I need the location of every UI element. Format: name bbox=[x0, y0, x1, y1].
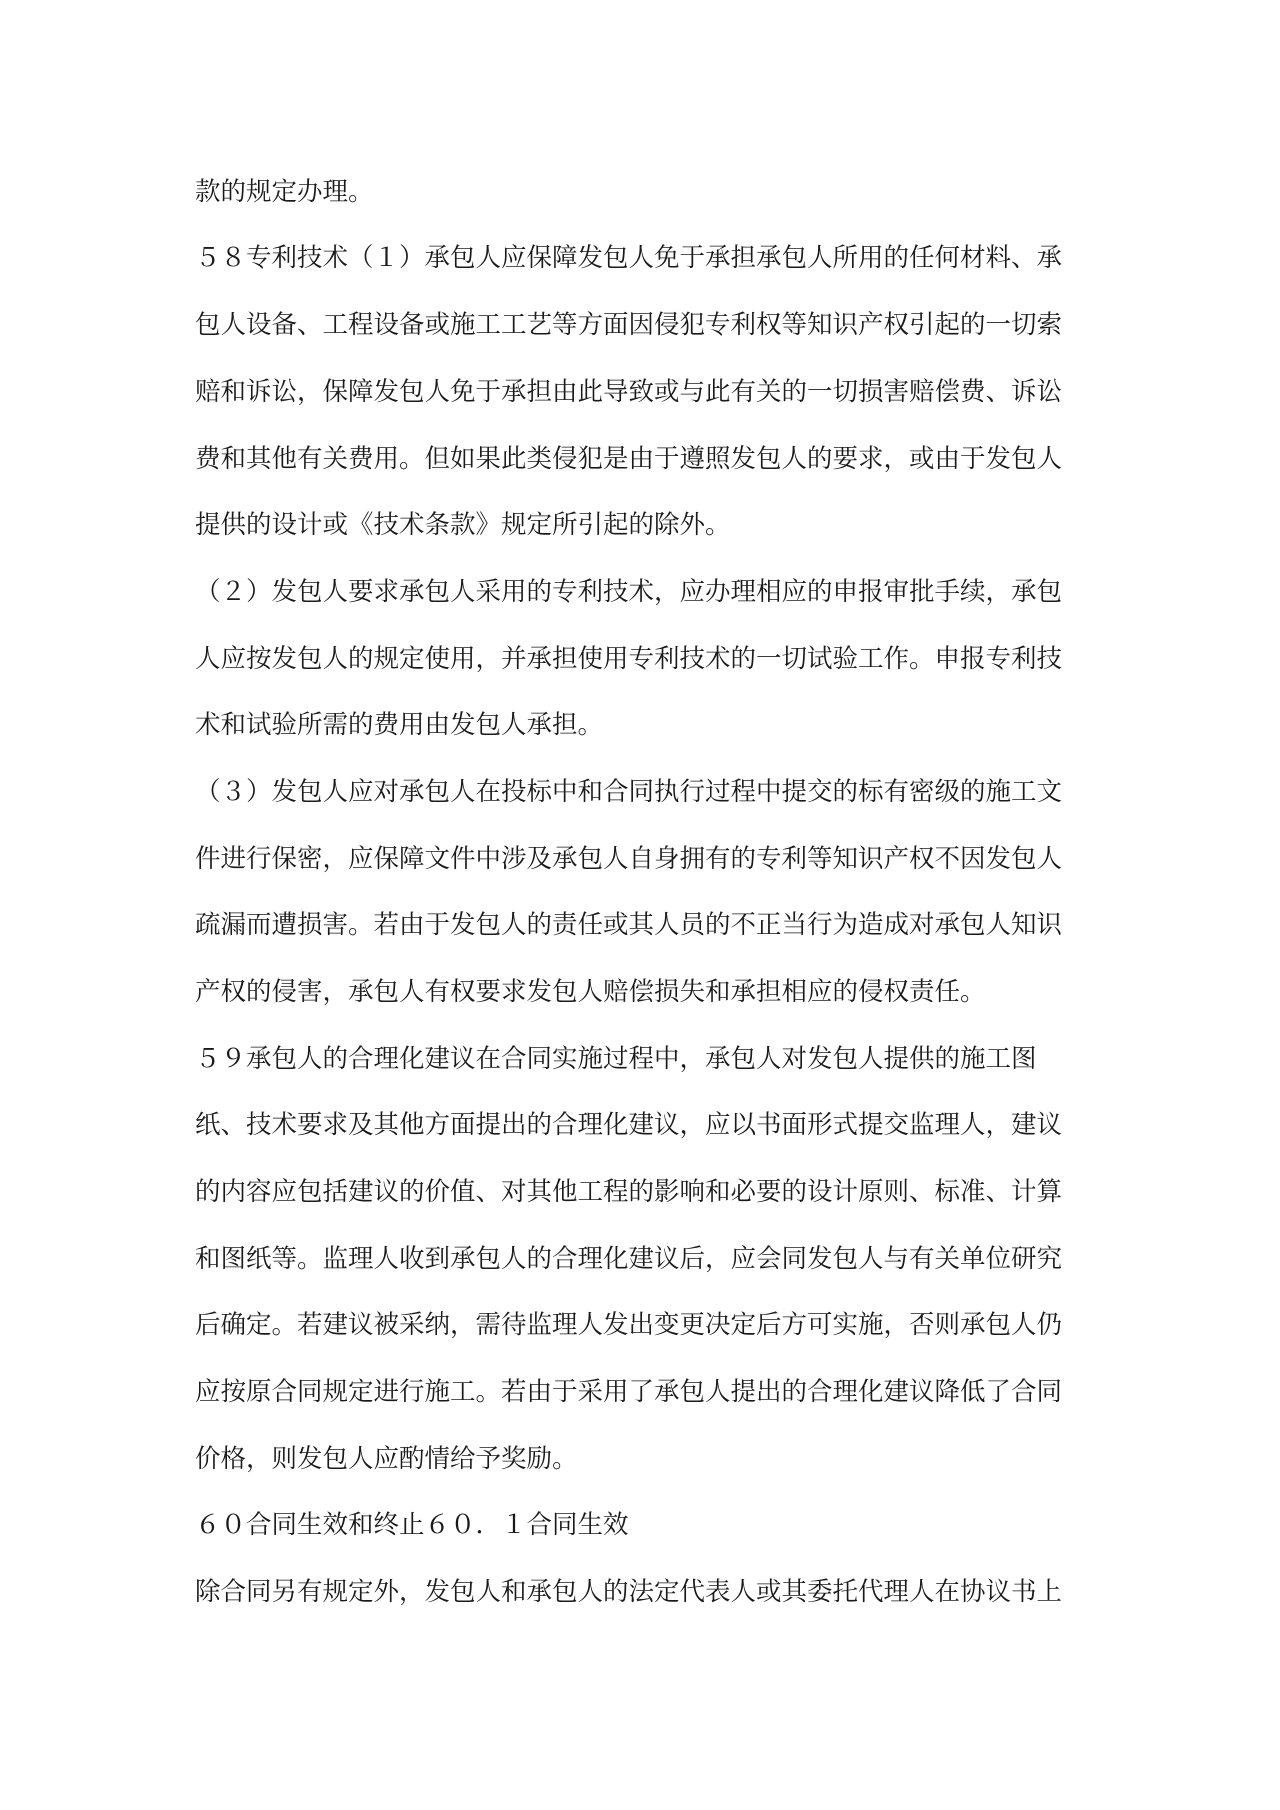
text-line: ６０合同生效和终止６０．１合同生效 bbox=[195, 1510, 629, 1540]
text-line: 提供的设计或《技术条款》规定所引起的除外。 bbox=[195, 510, 731, 540]
text-line: 应按原合同规定进行施工。若由于采用了承包人提出的合理化建议降低了合同 bbox=[195, 1377, 1063, 1407]
text-line: （３）发包人应对承包人在投标中和合同执行过程中提交的标有密级的施工文 bbox=[195, 777, 1063, 807]
text-line: 产权的侵害，承包人有权要求发包人赔偿损失和承担相应的侵权责任。 bbox=[195, 977, 986, 1007]
text-line: ５８专利技术（１）承包人应保障发包人免于承担承包人所用的任何材料、承 bbox=[195, 243, 1063, 273]
text-line: 费和其他有关费用。但如果此类侵犯是由于遵照发包人的要求，或由于发包人 bbox=[195, 444, 1063, 474]
text-line: 人应按发包人的规定使用，并承担使用专利技术的一切试验工作。申报专利技 bbox=[195, 644, 1063, 674]
text-line: （２）发包人要求承包人采用的专利技术，应办理相应的申报审批手续，承包 bbox=[195, 577, 1063, 607]
text-line: 价格，则发包人应酌情给予奖励。 bbox=[195, 1444, 578, 1474]
text-line: 术和试验所需的费用由发包人承担。 bbox=[195, 710, 604, 740]
text-line: 包人设备、工程设备或施工工艺等方面因侵犯专利权等知识产权引起的一切索 bbox=[195, 310, 1063, 340]
text-line: 疏漏而遭损害。若由于发包人的责任或其人员的不正当行为造成对承包人知识 bbox=[195, 910, 1063, 940]
text-line: ５９承包人的合理化建议在合同实施过程中，承包人对发包人提供的施工图 bbox=[195, 1044, 1037, 1074]
text-line: 和图纸等。监理人收到承包人的合理化建议后，应会同发包人与有关单位研究 bbox=[195, 1244, 1063, 1274]
text-line: 款的规定办理。 bbox=[195, 177, 374, 207]
text-line: 件进行保密，应保障文件中涉及承包人自身拥有的专利等知识产权不因发包人 bbox=[195, 844, 1063, 874]
text-line: 除合同另有规定外，发包人和承包人的法定代表人或其委托代理人在协议书上 bbox=[195, 1577, 1063, 1607]
text-line: 纸、技术要求及其他方面提出的合理化建议，应以书面形式提交监理人，建议 bbox=[195, 1110, 1063, 1140]
text-line: 的内容应包括建议的价值、对其他工程的影响和必要的设计原则、标准、计算 bbox=[195, 1177, 1063, 1207]
text-line: 后确定。若建议被采纳，需待监理人发出变更决定后方可实施，否则承包人仍 bbox=[195, 1310, 1063, 1340]
text-line: 赔和诉讼，保障发包人免于承担由此导致或与此有关的一切损害赔偿费、诉讼 bbox=[195, 377, 1063, 407]
